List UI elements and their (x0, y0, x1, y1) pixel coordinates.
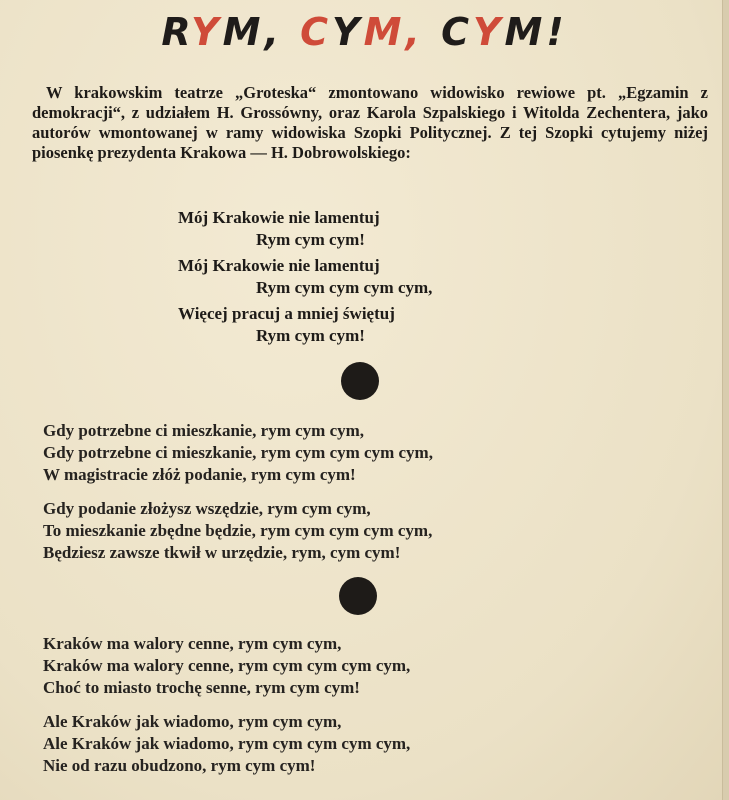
headline-part: , (405, 10, 442, 54)
verse-line: Gdy podanie złożysz wszędzie, rym cym cym, (43, 499, 371, 518)
bullet-separator (339, 577, 377, 615)
verse-line: Rym cym cym! (256, 326, 365, 345)
verse-line: Choć to miasto trochę senne, rym cym cym! (43, 678, 360, 697)
verse-line: Będziesz zawsze tkwił w urzędzie, rym, cym cym! (43, 543, 401, 562)
verse-section-2 (43, 420, 433, 564)
headline-part: C (300, 10, 333, 54)
verse-line: Kraków ma walory cenne, rym cym cym cym cym, (43, 656, 411, 675)
verse-line: To mieszkanie zbędne będzie, rym cym cym cym cym, (43, 521, 433, 540)
verse-line: Więcej pracuj a mniej świętuj (178, 304, 395, 323)
verse-line: W magistracie złóż podanie, rym cym cym! (43, 465, 356, 484)
headline-part: M (363, 10, 406, 54)
headline-part: M (504, 10, 547, 54)
verse-line: Ale Kraków jak wiadomo, rym cym cym, (43, 712, 342, 731)
headline-part: C (441, 10, 473, 54)
headline-part: R (161, 10, 192, 54)
headline-part: Y (191, 10, 223, 54)
verse-line: Rym cym cym cym cym, (256, 278, 433, 297)
headline (0, 10, 729, 54)
bullet-separator (341, 362, 379, 400)
verse-line: Kraków ma walory cenne, rym cym cym, (43, 634, 342, 653)
stanza-refrain (178, 207, 432, 347)
verse-line: Mój Krakowie nie lamentuj (178, 256, 380, 275)
verse-line: Gdy potrzebne ci mieszkanie, rym cym cym cym cym, (43, 443, 433, 462)
intro-paragraph: W krakowskim teatrze „Groteska“ zmontowano widowisko rewiowe pt. „Egzamin z demokracji“, z udziałem H. Grossówny, oraz Karola Szpalskiego i Witolda Zechentera, jako autorów wmontowanej w ramy widowiska Szopki Politycznej. Z tej Szopki cytujemy niżej piosenkę prezydenta Krakowa — H. Dobrowolskiego: (32, 83, 708, 162)
verse-line: Gdy potrzebne ci mieszkanie, rym cym cym, (43, 421, 365, 440)
headline-part: ! (546, 10, 568, 54)
verse-section-3 (43, 633, 410, 777)
verse-line: Nie od razu obudzono, rym cym cym! (43, 756, 316, 775)
headline-part: Y (332, 10, 364, 54)
verse-line: Rym cym cym! (256, 230, 365, 249)
verse-line: Mój Krakowie nie lamentuj (178, 208, 380, 227)
page-edge (722, 0, 729, 800)
headline-part: M, (222, 10, 301, 54)
verse-line: Ale Kraków jak wiadomo, rym cym cym cym cym, (43, 734, 411, 753)
headline-part: Y (472, 10, 505, 54)
